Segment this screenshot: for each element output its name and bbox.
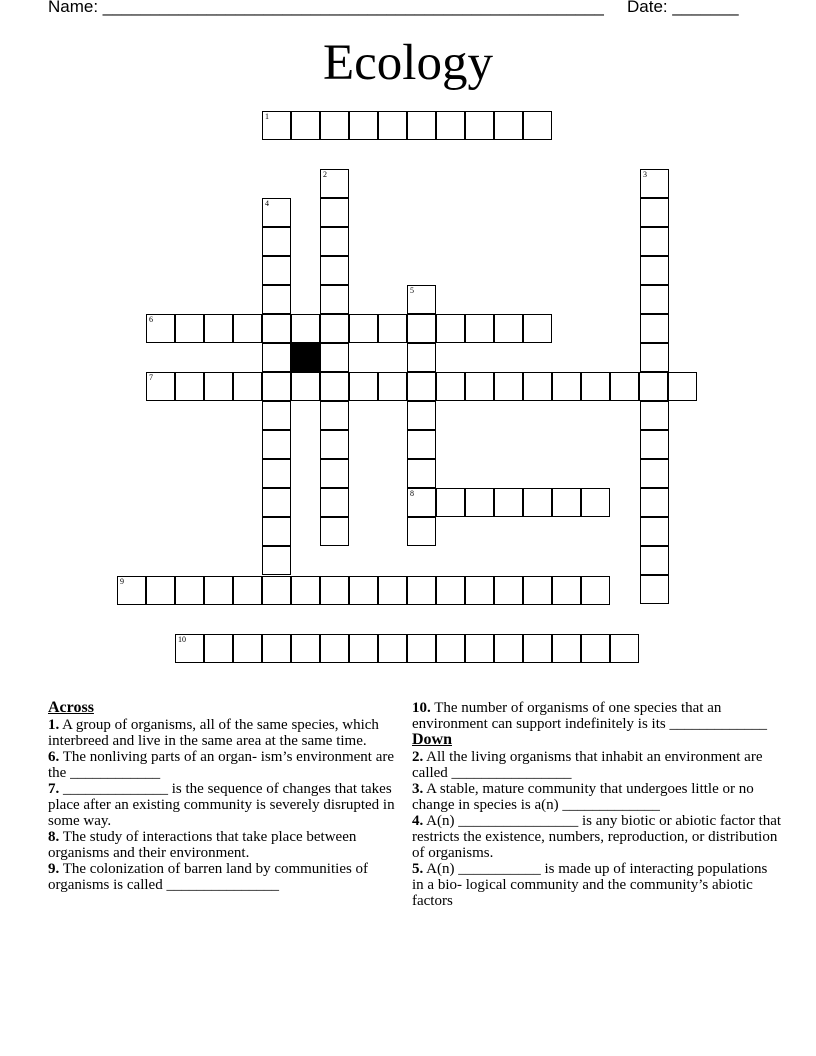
- cell-number: 4: [265, 199, 269, 208]
- crossword-cell[interactable]: [320, 459, 349, 488]
- clue-text: The study of interactions that take place between organisms and their environment.: [48, 829, 357, 861]
- clue-number: 9.: [48, 861, 60, 877]
- clue-down-5: [412, 861, 782, 909]
- crossword-cell[interactable]: [291, 314, 320, 343]
- cell-number: 7: [149, 373, 153, 382]
- crossword-cell[interactable]: [610, 634, 639, 663]
- crossword-cell[interactable]: [320, 227, 349, 256]
- clues-left-column: [48, 700, 398, 893]
- clue-number: 8.: [48, 829, 60, 845]
- crossword-cell[interactable]: [378, 314, 407, 343]
- crossword-cell[interactable]: [523, 488, 552, 517]
- crossword-cell[interactable]: [640, 227, 669, 256]
- date-field-label: Date: _______: [627, 0, 739, 16]
- crossword-cell[interactable]: [233, 372, 262, 401]
- clue-number: 3.: [412, 781, 424, 797]
- crossword-cell[interactable]: [262, 634, 291, 663]
- crossword-cell[interactable]: [407, 430, 436, 459]
- crossword-cell[interactable]: [552, 634, 581, 663]
- crossword-cell[interactable]: [204, 634, 233, 663]
- crossword-cell[interactable]: [320, 314, 349, 343]
- crossword-cell[interactable]: [320, 576, 349, 605]
- clue-down-2: [412, 749, 782, 781]
- crossword-cell[interactable]: [146, 314, 175, 343]
- crossword-cell[interactable]: [407, 634, 436, 663]
- clue-across-7: [48, 781, 398, 829]
- crossword-cell[interactable]: [640, 256, 669, 285]
- crossword-cell[interactable]: [262, 111, 291, 140]
- clue-number: 6.: [48, 749, 60, 765]
- crossword-cell[interactable]: [320, 256, 349, 285]
- crossword-cell[interactable]: [407, 576, 436, 605]
- clue-number: 4.: [412, 813, 424, 829]
- crossword-cell[interactable]: [407, 459, 436, 488]
- cell-number: 3: [643, 170, 647, 179]
- crossword-cell[interactable]: [204, 576, 233, 605]
- crossword-cell[interactable]: [407, 372, 436, 401]
- crossword-cell[interactable]: [320, 517, 349, 546]
- crossword-cell[interactable]: [262, 227, 291, 256]
- crossword-cell[interactable]: [175, 314, 204, 343]
- crossword-cell[interactable]: [465, 314, 494, 343]
- crossword-cell[interactable]: [640, 198, 669, 227]
- crossword-cell[interactable]: [175, 372, 204, 401]
- clue-down-4: [412, 813, 782, 861]
- cell-number: 8: [410, 489, 414, 498]
- clue-down-3: [412, 781, 782, 813]
- crossword-cell[interactable]: [262, 430, 291, 459]
- crossword-cell[interactable]: [320, 111, 349, 140]
- crossword-cell[interactable]: [378, 634, 407, 663]
- crossword-cell[interactable]: [494, 634, 523, 663]
- clue-text: The number of organisms of one species that an environment can support indefinitely is its _____________: [412, 700, 767, 732]
- crossword-cell[interactable]: [349, 111, 378, 140]
- crossword-cell[interactable]: [262, 546, 291, 575]
- crossword-cell[interactable]: [146, 372, 175, 401]
- crossword-cell[interactable]: [262, 198, 291, 227]
- crossword-cell[interactable]: [262, 343, 291, 372]
- crossword-cell[interactable]: [640, 343, 669, 372]
- clue-text: A(n) ________________ is any biotic or abiotic factor that restricts the existence, numbers, reproduction, or distribution of organisms.: [412, 813, 782, 861]
- crossword-cell[interactable]: [436, 314, 465, 343]
- crossword-cell[interactable]: [523, 576, 552, 605]
- crossword-cell[interactable]: [640, 401, 669, 430]
- crossword-cell[interactable]: [494, 372, 523, 401]
- clue-text: The nonliving parts of an organ- ism’s environment are the ____________: [48, 749, 395, 781]
- crossword-cell[interactable]: [320, 430, 349, 459]
- crossword-cell[interactable]: [436, 634, 465, 663]
- clue-number: 1.: [48, 717, 60, 733]
- cell-number: 10: [178, 635, 186, 644]
- crossword-cell[interactable]: [175, 576, 204, 605]
- cell-number: 1: [265, 112, 269, 121]
- name-field-label: Name: _____________________________________________________: [48, 0, 604, 16]
- crossword-cell[interactable]: [291, 634, 320, 663]
- crossword-cell[interactable]: [378, 111, 407, 140]
- crossword-cell[interactable]: [523, 372, 552, 401]
- crossword-cell[interactable]: [262, 256, 291, 285]
- crossword-cell[interactable]: [640, 546, 669, 575]
- clue-text: ______________ is the sequence of changes that takes place after an existing community is severely disrupted in some way.: [48, 781, 395, 829]
- crossword-cell[interactable]: [407, 517, 436, 546]
- clue-text: The colonization of barren land by communities of organisms is called _______________: [48, 861, 369, 893]
- clue-text: All the living organisms that inhabit an environment are called ________________: [412, 749, 763, 781]
- crossword-cell[interactable]: [262, 401, 291, 430]
- clue-across-1: [48, 717, 398, 749]
- crossword-cell[interactable]: [640, 430, 669, 459]
- crossword-cell[interactable]: [204, 314, 233, 343]
- crossword-cell[interactable]: [233, 314, 262, 343]
- clue-across-10: [412, 700, 782, 732]
- crossword-cell[interactable]: [494, 576, 523, 605]
- crossword-cell[interactable]: [668, 372, 697, 401]
- crossword-cell[interactable]: [640, 285, 669, 314]
- crossword-cell[interactable]: [262, 576, 291, 605]
- clue-number: 2.: [412, 749, 424, 765]
- crossword-cell[interactable]: [320, 198, 349, 227]
- crossword-cell[interactable]: [640, 169, 669, 198]
- cell-number: 2: [323, 170, 327, 179]
- crossword-cell[interactable]: [407, 285, 436, 314]
- crossword-cell[interactable]: [465, 111, 494, 140]
- clue-across-9: [48, 861, 398, 893]
- crossword-cell[interactable]: [349, 576, 378, 605]
- crossword-cell[interactable]: [320, 285, 349, 314]
- crossword-cell[interactable]: [320, 372, 349, 401]
- crossword-cell[interactable]: [436, 488, 465, 517]
- cell-number: 5: [410, 286, 414, 295]
- crossword-cell[interactable]: [465, 488, 494, 517]
- clue-number: 10.: [412, 700, 431, 716]
- crossword-cell[interactable]: [407, 111, 436, 140]
- crossword-cell[interactable]: [552, 372, 581, 401]
- crossword-cell[interactable]: [320, 343, 349, 372]
- crossword-cell[interactable]: [640, 314, 669, 343]
- crossword-cell[interactable]: [552, 576, 581, 605]
- crossword-cell[interactable]: [581, 488, 610, 517]
- crossword-cell[interactable]: [639, 372, 668, 401]
- crossword-cell[interactable]: [262, 488, 291, 517]
- crossword-cell[interactable]: [291, 576, 320, 605]
- crossword-cell[interactable]: [349, 372, 378, 401]
- crossword-cell[interactable]: [494, 111, 523, 140]
- crossword-cell[interactable]: [349, 314, 378, 343]
- crossword-cell[interactable]: [146, 576, 175, 605]
- crossword-cell[interactable]: [465, 634, 494, 663]
- crossword-cell[interactable]: [523, 111, 552, 140]
- crossword-cell[interactable]: [581, 576, 610, 605]
- clue-text: A stable, mature community that undergoes little or no change in species is a(n) _____________: [412, 781, 754, 813]
- crossword-cell[interactable]: [407, 343, 436, 372]
- crossword-cell[interactable]: [233, 576, 262, 605]
- cell-number: 9: [120, 577, 124, 586]
- crossword-cell[interactable]: [262, 314, 291, 343]
- across-heading: Across: [48, 699, 94, 716]
- clue-across-8: [48, 829, 398, 861]
- crossword-cell[interactable]: [494, 314, 523, 343]
- crossword-cell[interactable]: [640, 517, 669, 546]
- crossword-cell[interactable]: [581, 372, 610, 401]
- cell-number: 6: [149, 315, 153, 324]
- crossword-cell[interactable]: [640, 488, 669, 517]
- crossword-cell[interactable]: [262, 517, 291, 546]
- crossword-cell[interactable]: [175, 634, 204, 663]
- crossword-cell[interactable]: [291, 111, 320, 140]
- crossword-cell[interactable]: [233, 634, 262, 663]
- crossword-cell[interactable]: [262, 372, 291, 401]
- clues-right-column: [412, 700, 782, 909]
- crossword-cell[interactable]: [378, 576, 407, 605]
- crossword-cell[interactable]: [436, 576, 465, 605]
- clue-across-6: [48, 749, 398, 781]
- crossword-cell[interactable]: [204, 372, 233, 401]
- down-heading: Down: [412, 731, 453, 748]
- crossword-cell[interactable]: [320, 488, 349, 517]
- page-title: Ecology: [323, 35, 493, 91]
- crossword-cell[interactable]: [320, 634, 349, 663]
- crossword-cell[interactable]: [291, 372, 320, 401]
- crossword-cell[interactable]: [523, 314, 552, 343]
- crossword-cell[interactable]: [407, 488, 436, 517]
- crossword-cell[interactable]: [349, 634, 378, 663]
- crossword-cell[interactable]: [378, 372, 407, 401]
- crossword-cell[interactable]: [436, 372, 465, 401]
- crossword-cell[interactable]: [320, 401, 349, 430]
- clue-text: A group of organisms, all of the same species, which interbreed and live in the same area at the same time.: [48, 717, 379, 749]
- crossword-cell[interactable]: [262, 459, 291, 488]
- crossword-cell[interactable]: [320, 169, 349, 198]
- crossword-cell[interactable]: [465, 576, 494, 605]
- clue-text: A(n) ___________ is made up of interacting populations in a bio- logical community and the community’s abiotic factors: [412, 861, 768, 909]
- crossword-cell[interactable]: [436, 111, 465, 140]
- crossword-cell[interactable]: [581, 634, 610, 663]
- crossword-cell[interactable]: [407, 314, 436, 343]
- crossword-cell[interactable]: [407, 401, 436, 430]
- crossword-cell[interactable]: [552, 488, 581, 517]
- crossword-cell[interactable]: [523, 634, 552, 663]
- crossword-cell[interactable]: [640, 459, 669, 488]
- crossword-cell[interactable]: [465, 372, 494, 401]
- clue-number: 7.: [48, 781, 60, 797]
- crossword-cell[interactable]: [494, 488, 523, 517]
- crossword-cell[interactable]: [640, 575, 669, 604]
- crossword-block: [291, 343, 320, 372]
- crossword-cell[interactable]: [117, 576, 146, 605]
- clue-number: 5.: [412, 861, 424, 877]
- crossword-cell[interactable]: [610, 372, 639, 401]
- crossword-cell[interactable]: [262, 285, 291, 314]
